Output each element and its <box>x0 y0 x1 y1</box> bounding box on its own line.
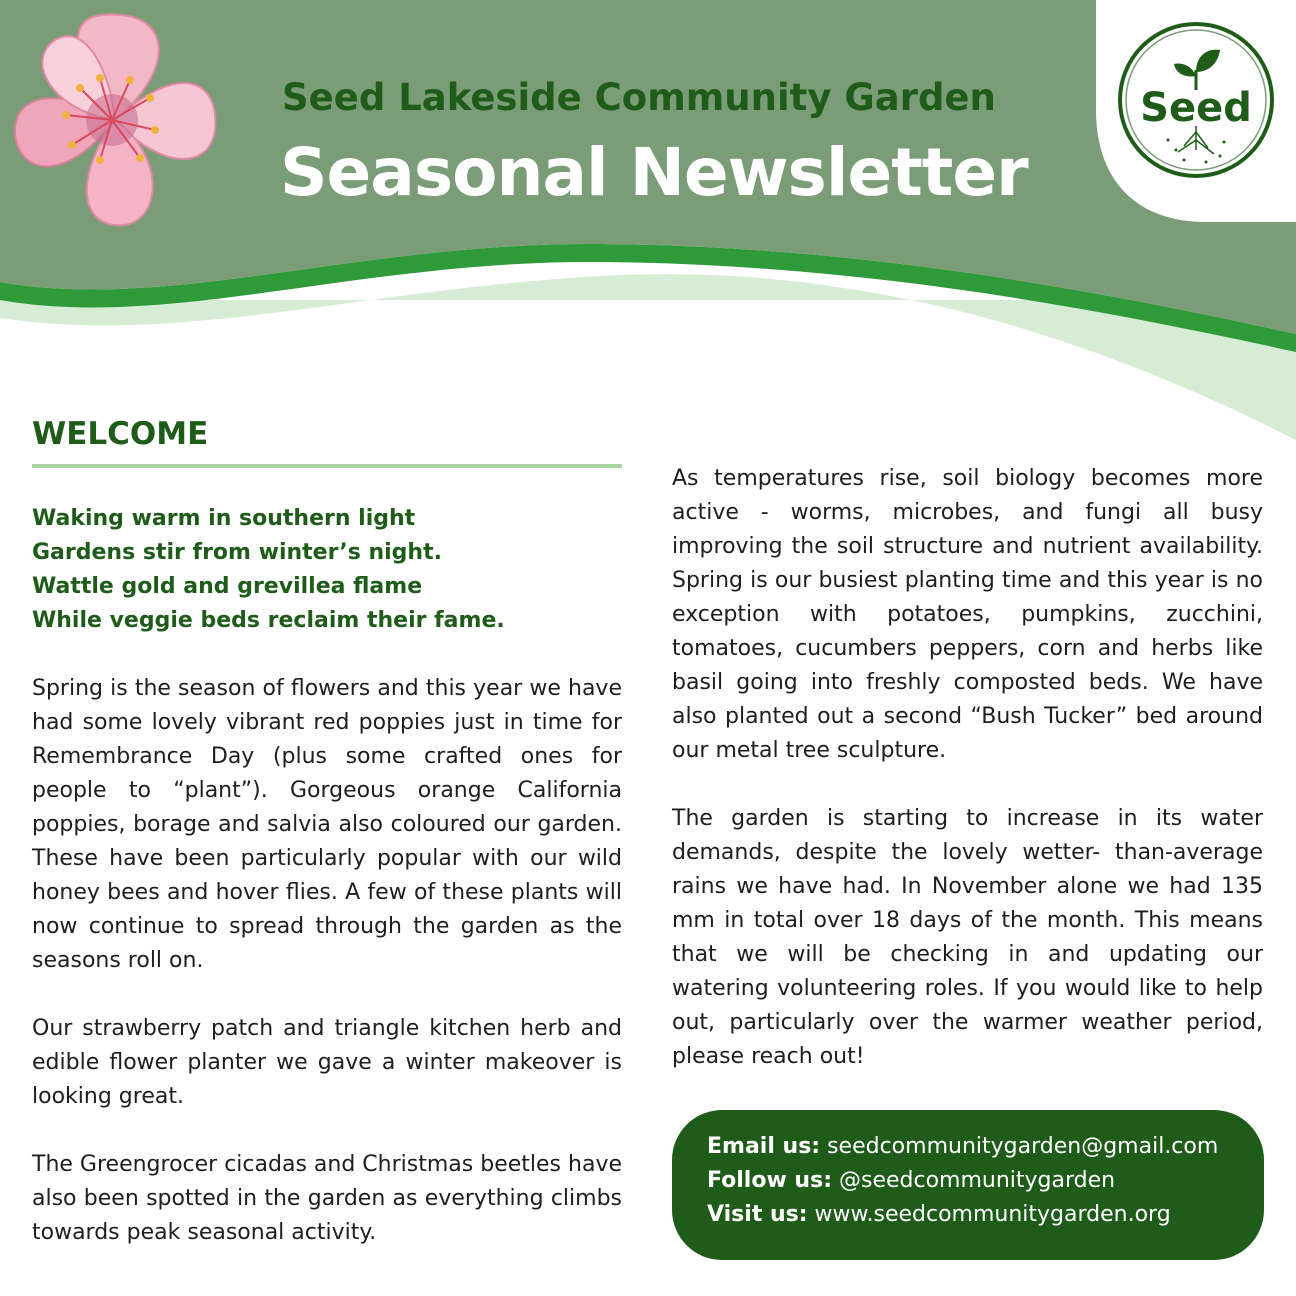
contact-follow[interactable] <box>707 1164 1264 1198</box>
poem-line: While veggie beds reclaim their fame. <box>32 608 505 633</box>
right-column <box>672 462 1263 1074</box>
email-label: Email us: <box>707 1134 821 1159</box>
welcome-column <box>32 414 622 1250</box>
poem-line: Waking warm in southern light <box>32 506 416 531</box>
paragraph-insects: The Greengrocer cicadas and Christmas beetles have also been spotted in the garden as everything climbs towards peak seasonal activity. <box>32 1152 622 1245</box>
org-name: Seed Lakeside Community Garden <box>282 76 996 119</box>
logo-text: Seed <box>1140 85 1252 131</box>
header-banner <box>0 0 1296 460</box>
blossom-icon <box>0 0 230 240</box>
social-handle-link[interactable]: @seedcommunitygarden <box>839 1168 1116 1193</box>
paragraph-spring-flowers: Spring is the season of flowers and this year we have had some lovely vibrant red poppies just in time for Remembrance Day (plus some crafted ones for people to “plant”). Gorgeous orange California poppies, borage and salvia also coloured our garden. These have been particularly popular with our wild honey bees and hover flies. A few of these plants will now continue to spread through the garden as the seasons roll on. <box>32 676 622 973</box>
paragraph-soil-biology: As temperatures rise, soil biology becomes more active - worms, microbes, and fungi all busy improving the soil structure and nutrient availability. Spring is our busiest planting time and this year is no exception with potatoes, pumpkins, zucchini, tomatoes, cucumbers peppers, corn and herbs like basil going into freshly composted beds. We have also planted out a second “Bush Tucker” bed around our metal tree sculpture. <box>672 466 1263 763</box>
page-title: Seasonal Newsletter <box>280 134 1028 211</box>
paragraph-watering: The garden is starting to increase in its water demands, despite the lovely wetter- than-average rains we have had. In November alone we had 135 mm in total over 18 days of the month. This means that we will be checking in and updating our watering volunteering roles. If you would like to help out, particularly over the warmer weather period, please reach out! <box>672 806 1263 1069</box>
welcome-poem <box>32 502 622 638</box>
contact-email[interactable] <box>707 1130 1264 1164</box>
heading-divider <box>32 464 622 468</box>
contact-box <box>672 1110 1264 1260</box>
contact-visit[interactable] <box>707 1198 1264 1232</box>
website-link[interactable]: www.seedcommunitygarden.org <box>814 1202 1171 1227</box>
poem-line: Wattle gold and grevillea flame <box>32 574 423 599</box>
poem-line: Gardens stir from winter’s night. <box>32 540 442 565</box>
follow-label: Follow us: <box>707 1168 832 1193</box>
paragraph-strawberry-patch: Our strawberry patch and triangle kitchen herb and edible flower planter we gave a winter makeover is looking great. <box>32 1016 622 1109</box>
welcome-heading: WELCOME <box>32 416 209 452</box>
email-link[interactable]: seedcommunitygarden@gmail.com <box>827 1134 1219 1159</box>
visit-label: Visit us: <box>707 1202 808 1227</box>
seed-logo[interactable] <box>1096 0 1296 222</box>
logo-badge <box>1096 0 1296 222</box>
